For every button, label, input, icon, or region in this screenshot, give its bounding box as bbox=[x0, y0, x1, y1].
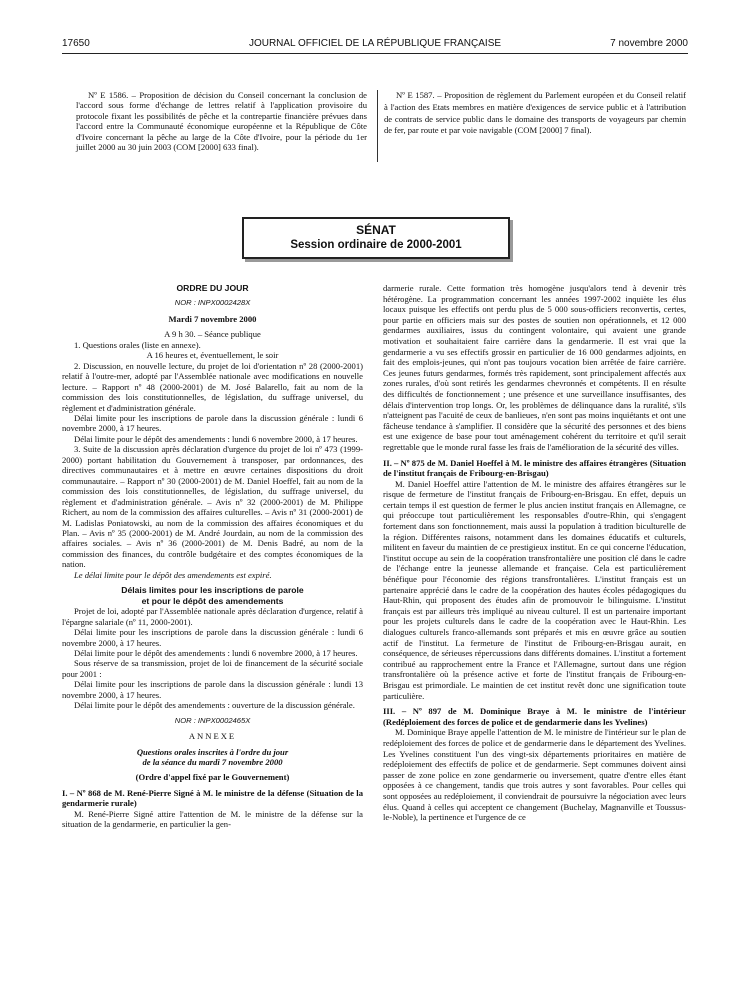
top-divider bbox=[377, 90, 378, 162]
deadline-text: Délai limite pour les inscriptions de parole dans la discussion générale : lundi 6 novembre 2000, à 17 heures. bbox=[62, 412, 363, 434]
deadline-text: Délai limite pour le dépôt des amendements : ouverture de la discussion générale. bbox=[74, 700, 355, 711]
question-title: I. – Nº 868 de M. René-Pierre Signé à M. le ministre de la défense (Situation de la gendarmerie rurale) bbox=[62, 787, 363, 809]
page-number: 17650 bbox=[62, 38, 90, 49]
session-title: Session ordinaire de 2000-2001 bbox=[290, 239, 462, 251]
deadline-text: Délai limite pour les inscriptions de parole dans la discussion générale : lundi 13 novembre 2000, à 17 heures. bbox=[62, 679, 363, 700]
top-right-entry: Nº E 1587. – Proposition de règlement du Parlement européen et du Conseil relatif à l'action des Etats membres en matière d'exigences de service public et à l'attribution de contrats de service public dans le domaine des transports de voyageurs par chemin de fer, par route et par voie navigable (COM [2000] 7 final). bbox=[384, 90, 686, 136]
right-column bbox=[383, 283, 686, 823]
question-title: III. – Nº 897 de M. Dominique Braye à M. le ministre de l'intérieur (Redéploiement des forces de police et de gendarmerie dans les Yvelines) bbox=[383, 706, 686, 727]
senat-title-box bbox=[242, 217, 510, 259]
agenda-item: 2. Discussion, en nouvelle lecture, du projet de loi d'orientation nº 28 (2000-2001) relatif à l'outre-mer, adopté par l'Assemblée nationale avec modifications en nouvelle lecture. – Rapport nº 48 (2000-2001) de M. José Balarello, fait au nom de la commission des lois constitutionnelles, de législation, du suffrage universel, du règlement et d'administration générale. bbox=[62, 360, 363, 413]
session-date: Mardi 7 novembre 2000 bbox=[168, 313, 257, 324]
senat-title: SÉNAT bbox=[356, 223, 396, 237]
paragraph: Projet de loi, adopté par l'Assemblée nationale après déclaration d'urgence, relatif à l'épargne salariale (nº 11, 2000-2001). bbox=[62, 606, 363, 627]
questions-heading: Questions orales inscrites à l'ordre du jour bbox=[136, 746, 289, 757]
paragraph: Sous réserve de sa transmission, projet de loi de financement de la sécurité sociale pour 2001 : bbox=[62, 658, 363, 679]
top-left-entry: Nº E 1586. – Proposition de décision du Conseil concernant la conclusion de l'accord sous forme d'échange de lettres relatif à l'application provisoire du protocole fixant les possibilités de pêche et la contrepartie financière prévues dans l'accord entre la Communauté économique européenne et la République de Côte d'Ivoire concernant la pêche au large de la Côte d'Ivoire, pour la période du 1er juillet 2000 au 30 juin 2003 (COM [2000] 633 final). bbox=[76, 90, 367, 153]
left-column bbox=[62, 283, 363, 830]
question-body: M. René-Pierre Signé attire l'attention de M. le ministre de la défense sur la situation de la gendarmerie, en particulier la gen- bbox=[62, 808, 363, 830]
call-order: (Ordre d'appel fixé par le Gouvernement) bbox=[135, 772, 290, 783]
header-rule bbox=[62, 53, 688, 54]
page-header bbox=[62, 38, 688, 52]
ordre-du-jour-heading: ORDRE DU JOUR bbox=[176, 283, 249, 293]
question-body: darmerie rurale. Cette formation très homogène jusqu'alors tend à devenir très hétérogène. La programmation concernant les années 1997-2002 inquiète les élus locaux puisque les effectifs ont perdu plus de 5 000 sous-officiers reconvertis, certes, pour partie en officiers mais sur des postes de soutien non opérationnels, et 12 000 gendarmes auxiliaires, issus du contingent volontaire, qui avaient une grande motivation et souhaitaient faire carrière dans la gendarmerie. Il est vrai que la gendarmerie a vu ses effectifs grossir en particulier de 16 000 gendarmes adjoints, en fait des emplois-jeunes, qui n'ont pas toujours vocation bien arrêtée de faire carrière. Ces jeunes futurs gendarmes, formés très rapidement, sont principalement affectés aux zones rurales, d'où sont retirés les gendarmes chevronnés et compétents. Il en résulte des difficultés de fonctionnement ; une présence et une surveillance insuffisantes, des délais d'intervention trop longs. Or, les problèmes de délinquance dans la ruralité, s'ils n'atteignent pas l'acuité de ceux de banlieues, n'en sont pas moins inquiétants et ont une fâcheuse tendance à s'amplifier. Il considère que la sécurité des personnes et des biens est une exigence de base pour tout aménagement cohérent du territoire et qu'il serait regrettable que le monde rural fasse les frais de l'amélioration de la sécurité des villes. bbox=[383, 283, 686, 452]
session-time: A 16 heures et, éventuellement, le soir bbox=[146, 350, 279, 361]
deadlines-heading: Délais limites pour les inscriptions de parole bbox=[121, 585, 304, 596]
deadline-text: Délai limite pour les inscriptions de parole dans la discussion générale : lundi 6 novembre 2000, à 17 heures. bbox=[62, 627, 363, 648]
question-body: M. Dominique Braye appelle l'attention de M. le ministre de l'intérieur sur le plan de redéploiement des forces de police et de gendarmerie dans le département des Yvelines. Les Yvelines constituent l'un des vingt-six départements prioritaires en matière de redéploiement des effectifs de police et de gendarmerie. Sept communes doivent ainsi passer de zone police en zone gendarmerie ou inversement, quatre d'entre elles étant opposées à ce changement, tandis que trois autres y sont favorables. Pour celles qui sont opposées au redéploiement, il conviendrait de poursuivre la négociation avec leurs élus. Quand à celles qui acceptent ce changement (Buchelay, Magnanville et Toussus-le-Noble), la pertinence et l'urgence de ce bbox=[383, 727, 686, 823]
deadlines-heading: et pour le dépôt des amendements bbox=[141, 595, 284, 606]
questions-heading: de la séance du mardi 7 novembre 2000 bbox=[142, 757, 283, 768]
question-body: M. Daniel Hoeffel attire l'attention de M. le ministre des affaires étrangères sur le risque de fermeture de l'institut français de Fribourg-en-Brisgau. En effet, depuis un certain temps il est question de fermer le plus ancien institut français en Allemagne, ce qui préoccupe tout particulièrement les responsables d'outre-Rhin, qui s'engagent fortement dans son fonctionnement, mais aussi la population à tradition biculturelle de la région. Différentes raisons, notamment dans les domaines éducatifs et culturels, militent en faveur du maintien de ce prestigieux institut. En ce qui concerne l'éducation, l'institut occupe au sein de la coopération transfrontalière une position clé dans le cadre de l'échange entre la jeunesse allemande et française. Cela est particulièrement bénéfique pour l'économie des régions transfrontalières. L'institut français est un partenaire apprécié dans le cadre de la coopération des hautes écoles pédagogiques du Haut-Rhin, qui proposent des études afin de promouvoir le bilinguisme. L'institut français est par ailleurs très impliqué au niveau culturel. Il est un partenaire important pour les projets culturels dans le cadre de la coopération avec le Haut-Rhin. Les dialogues culturels franco-allemands sont préparés et mis en œuvre grâce au soutien actif de l'institut. La fermeture de l'institut de Fribourg-en-Brisgau aurait, en conséquence, de sérieuses répercussions dans différents domaines. L'institut a fortement contribué au rapprochement entre la France et l'Allemagne, surtout dans une région transfrontalière où la présence active et forte de l'institut français de Fribourg-en-Brisgau est primordiale. Le maintien de cet institut revêt donc une signification toute particulière. bbox=[383, 478, 686, 701]
question-title: II. – Nº 875 de M. Daniel Hoeffel à M. le ministre des affaires étrangères (Situation de l'institut français de Fribourg-en-Brisgau) bbox=[383, 457, 686, 479]
journal-title: JOURNAL OFFICIEL DE LA RÉPUBLIQUE FRANÇAISE bbox=[248, 38, 502, 49]
deadline-text: Délai limite pour le dépôt des amendements : lundi 6 novembre 2000, à 17 heures. bbox=[74, 647, 358, 658]
annexe-heading: ANNEXE bbox=[188, 731, 237, 742]
deadline-text: Délai limite pour le dépôt des amendements : lundi 6 novembre 2000, à 17 heures. bbox=[74, 433, 358, 444]
agenda-item: 3. Suite de la discussion après déclaration d'urgence du projet de loi nº 473 (1999-2000) portant habilitation du Gouvernement à transposer, par ordonnances, des directives communautaires et à mettre en œuvre certaines dispositions du droit communautaire. – Rapport nº 30 (2000-2001) de M. Daniel Hoeffel, fait au nom de la commission des lois constitutionnelles, de législation, du suffrage universel, du règlement et d'administration générale. – Avis nº 32 (2000-2001) de M. Philippe Richert, au nom de la commission des affaires culturelles. – Avis nº 31 (2000-2001) de M. Ladislas Poniatowski, au nom de la commission des affaires économiques et du Plan. – Avis nº 35 (2000-2001) de M. André Jourdain, au nom de la commission des affaires sociales. – Avis nº 36 (2000-2001) de M. Denis Badré, au nom de la commission des finances, du contrôle budgétaire et des comptes économiques de la nation. bbox=[62, 444, 363, 570]
deadline-note: Le délai limite pour le dépôt des amendements est expiré. bbox=[74, 569, 272, 580]
agenda-item: 1. Questions orales (liste en annexe). bbox=[74, 339, 201, 350]
nor-reference: NOR : INPX0002465X bbox=[174, 715, 251, 725]
issue-date: 7 novembre 2000 bbox=[610, 38, 688, 49]
session-time: A 9 h 30. – Séance publique bbox=[164, 329, 261, 340]
nor-reference: NOR : INPX0002428X bbox=[174, 298, 251, 308]
